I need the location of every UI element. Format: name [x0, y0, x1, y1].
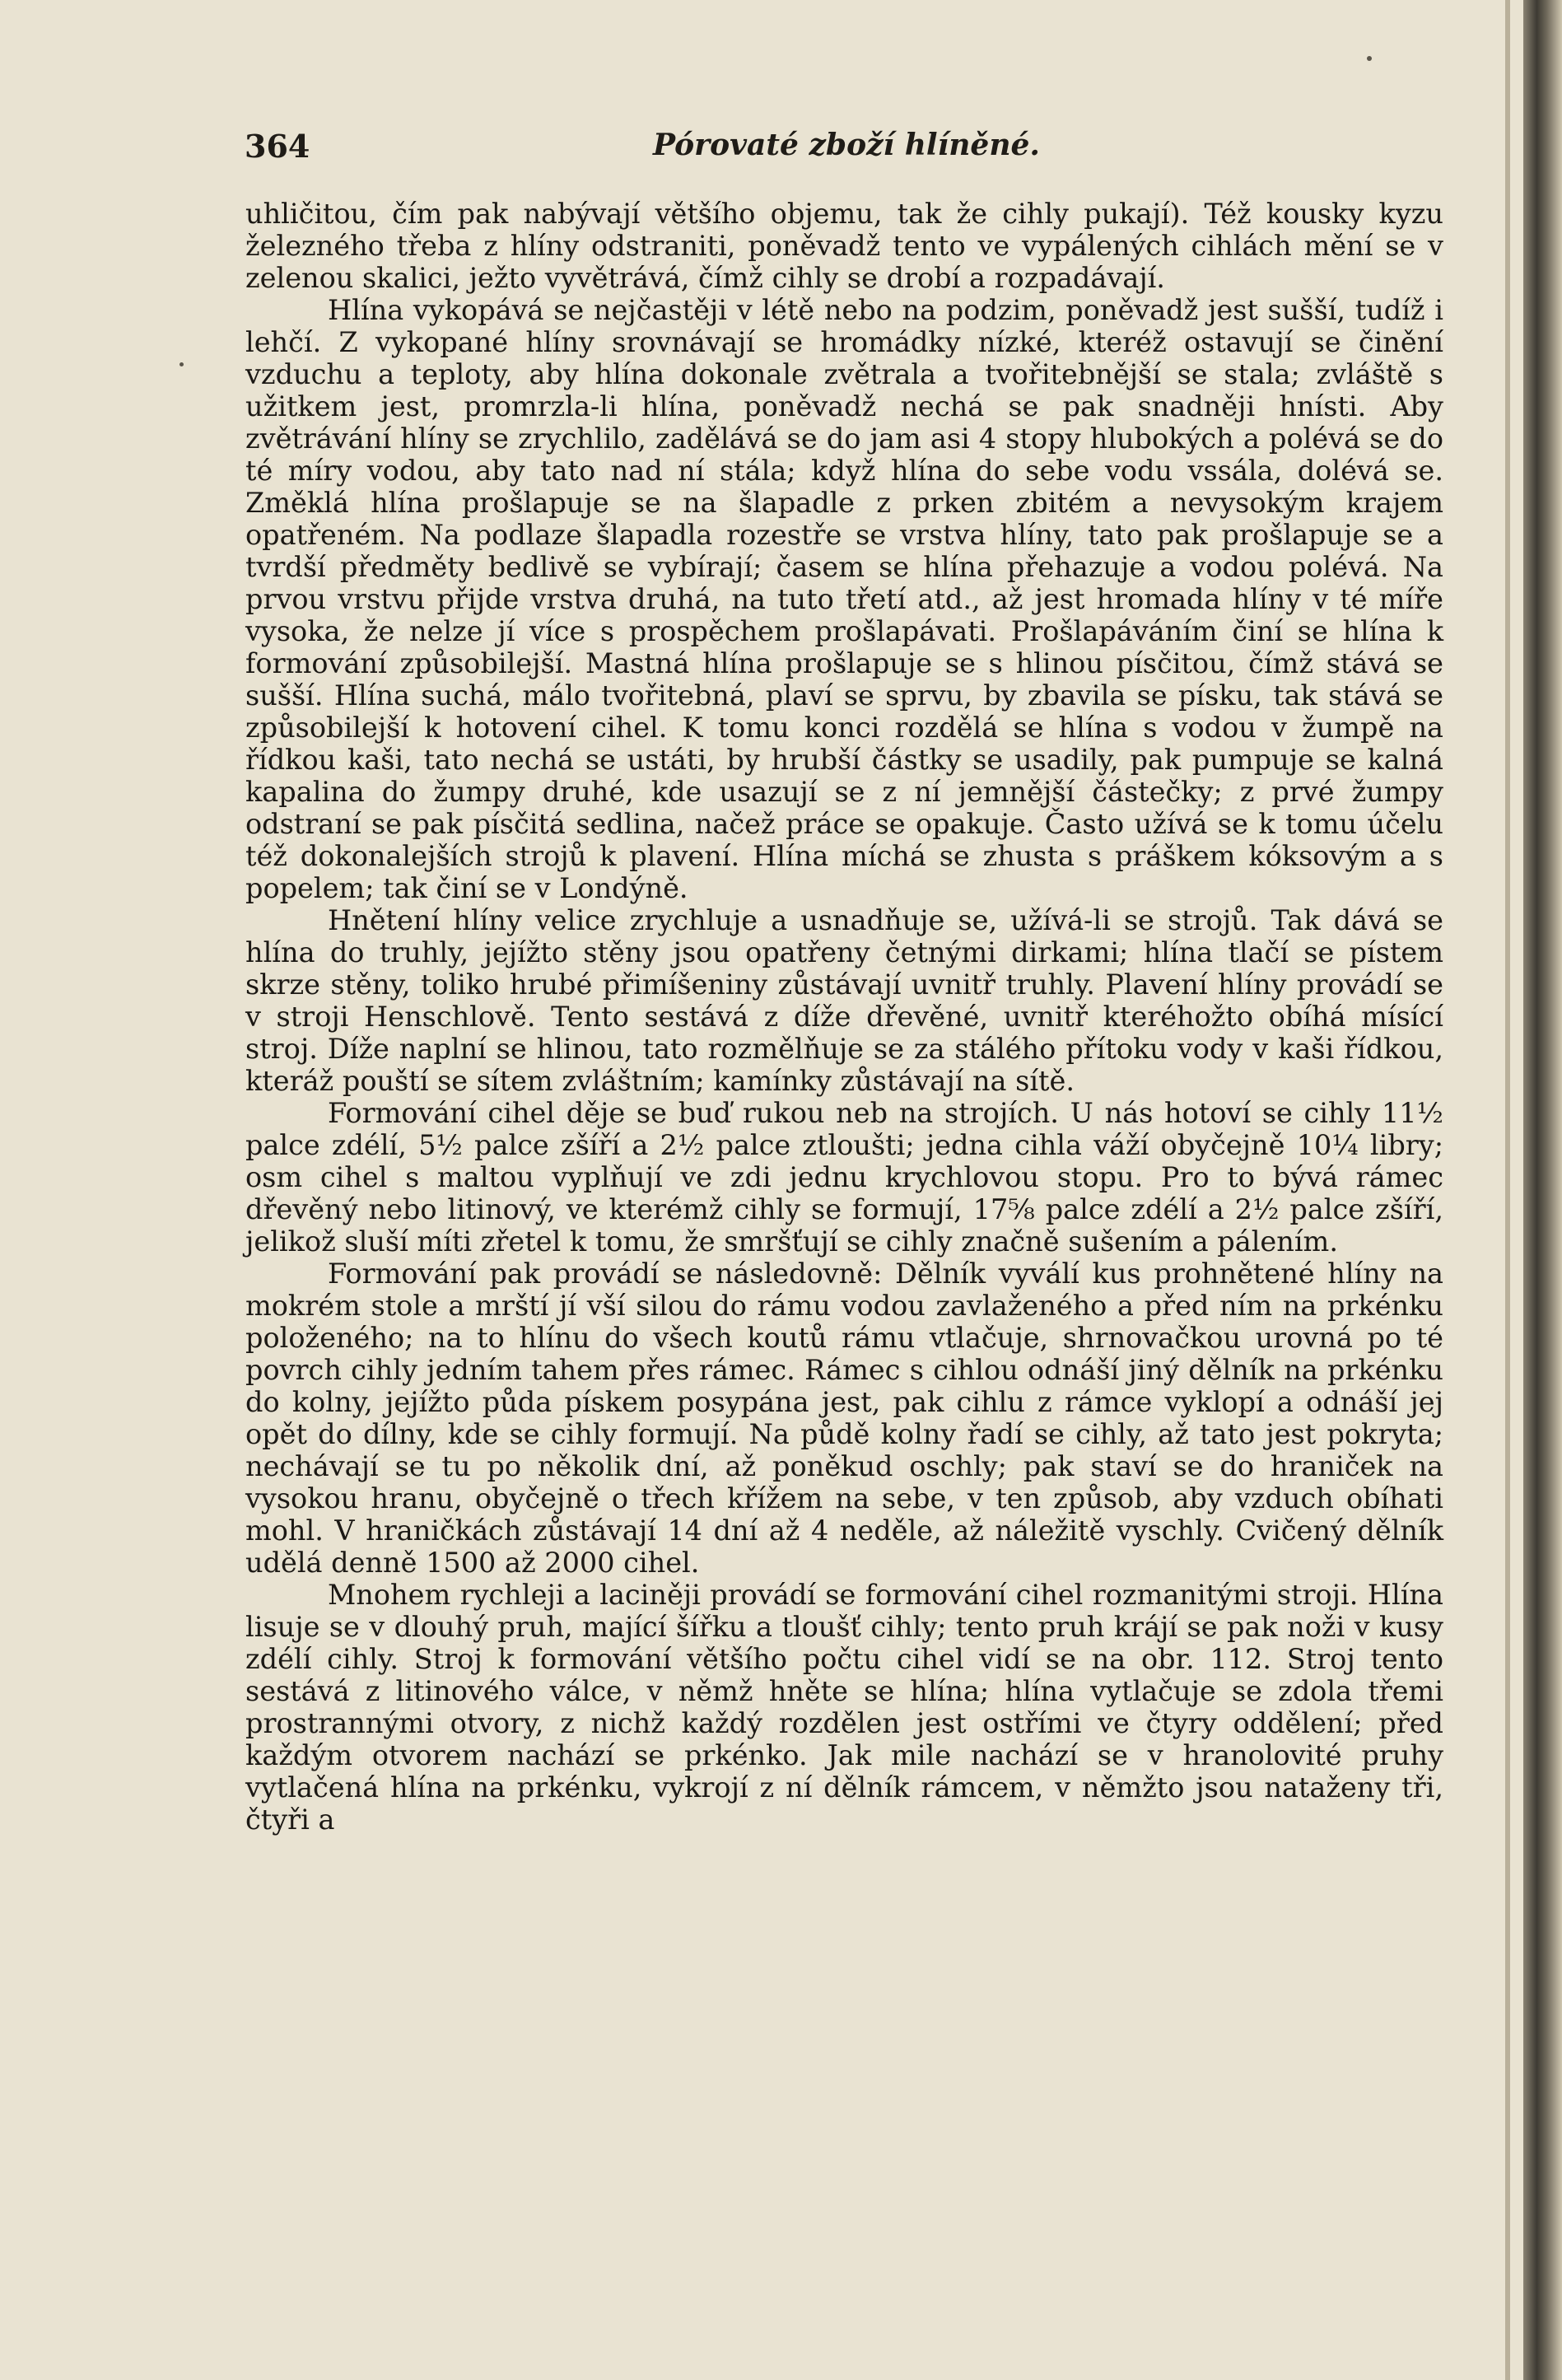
- page-number: 364: [245, 128, 310, 165]
- page-header: [245, 128, 1448, 169]
- paragraph: Hlína vykopává se nejčastěji v létě nebo na podzim, poněvadž jest sušší, tudíž i lehčí. Z vykopané hlíny srovnávají se hromádky nízké, kteréž ostavují se činění vzduchu a teploty, aby hlína dokonale zvětrala a tvořitebnější se stala; zvláště s užitkem jest, promrzla-li hlína, poněvadž nechá se pak snadněji hnísti. Aby zvětrávání hlíny se zrychlilo, zadělává se do jam asi 4 stopy hlubokých a polévá se do té míry vodou, aby tato nad ní stála; když hlína do sebe vodu vssála, dolévá se. Změklá hlína prošlapuje se na šlapadle z prken zbitém a nevysokým krajem opatřeném. Na podlaze šlapadla rozestře se vrstva hlíny, tato pak prošlapuje se a tvrdší předměty bedlivě se vybírají; časem se hlína přehazuje a vodou polévá. Na prvou vrstvu přijde vrstva druhá, na tuto třetí atd., až jest hromada hlíny v té míře vysoka, že nelze jí více s prospěchem prošlapávati. Prošlapáváním činí se hlína k formování způsobilejší. Mastná hlína prošlapuje se s hlinou písčitou, čímž stává se sušší. Hlína suchá, málo tvořitebná, plaví se sprvu, by zbavila se písku, tak stává se způsobilejší k hotovení cihel. K tomu konci rozdělá se hlína s vodou v žumpě na řídkou kaši, tato nechá se ustáti, by hrubší částky se usadily, pak pumpuje se kalná kapalina do žumpy druhé, kde usazují se z ní jemnější částečky; z prvé žumpy odstraní se pak písčitá sedlina, načež práce se opakuje. Často užívá se k tomu účelu též dokonalejších strojů k plavení. Hlína míchá se zhusta s práškem kóksovým a s popelem; tak činí se v Londýně.: [245, 294, 1443, 904]
- paragraph: uhličitou, čím pak nabývají většího objemu, tak že cihly pukají). Též kousky kyzu železného třeba z hlíny odstraniti, poněvadž tento ve vypálených cihlách mění se v zelenou skalici, ježto vyvětrává, čímž cihly se drobí a rozpadávají.: [245, 198, 1443, 294]
- paragraph: Formování pak provádí se následovně: Dělník vyválí kus prohnětené hlíny na mokrém stole a mrští jí vší silou do rámu vodou zavlaženého a před ním na prkénku položeného; na to hlínu do všech koutů rámu vtlačuje, shrnovačkou urovná po té povrch cihly jedním tahem přes rámec. Rámec s cihlou odnáší jiný dělník na prkénku do kolny, jejížto půda pískem posypána jest, pak cihlu z rámce vyklopí a odnáší jej opět do dílny, kde se cihly formují. Na půdě kolny řadí se cihly, až tato jest pokryta; nechávají se tu po několik dní, až poněkud oschly; pak staví se do hraniček na vysokou hranu, obyčejně o třech křížem na sebe, v ten způsob, aby vzduch obíhati mohl. V hraničkách zůstávají 14 dní až 4 neděle, až náležitě vyschly. Cvičený dělník udělá denně 1500 až 2000 cihel.: [245, 1258, 1443, 1579]
- paragraph: Hnětení hlíny velice zrychluje a usnadňuje se, užívá-li se strojů. Tak dává se hlína do truhly, jejížto stěny jsou opatřeny četnými dirkami; hlína tlačí se pístem skrze stěny, toliko hrubé přimíšeniny zůstávají uvnitř truhly. Plavení hlíny provádí se v stroji Henschlově. Tento sestává z díže dřevěné, uvnitř kteréhožto obíhá mísící stroj. Díže naplní se hlinou, tato rozmělňuje se za stálého přítoku vody v kaši řídkou, kteráž pouští se sítem zvláštním; kamínky zůstávají na sítě.: [245, 904, 1443, 1097]
- running-title: Pórovaté zboží hlíněné.: [653, 128, 1040, 162]
- paragraph: Mnohem rychleji a laciněji provádí se formování cihel rozmanitými stroji. Hlína lisuje se v dlouhý pruh, mající šířku a tloušť cihly; tento pruh krájí se pak noži v kusy zdélí cihly. Stroj k formování většího počtu cihel vidí se na obr. 112. Stroj tento sestává z litinového válce, v němž hněte se hlína; hlína vytlačuje se zdola třemi prostrannými otvory, z nichž každý rozdělen jest ostřími ve čtyry oddělení; před každým otvorem nachází se prkénko. Jak mile nachází se v hranolovité pruhy vytlačená hlína na prkénku, vykrojí z ní dělník rámcem, v němžto jsou nataženy tři, čtyři a: [245, 1579, 1443, 1836]
- page-edge: [1505, 0, 1510, 2380]
- paper-speck: [1367, 56, 1372, 61]
- body-text: [245, 198, 1443, 1836]
- book-gutter: [1523, 0, 1562, 2380]
- paragraph: Formování cihel děje se buď rukou neb na strojích. U nás hotoví se cihly 11½ palce zdélí, 5½ palce zšíří a 2½ palce ztloušti; jedna cihla váží obyčejně 10¼ libry; osm cihel s maltou vyplňují ve zdi jednu krychlovou stopu. Pro to bývá rámec dřevěný nebo litinový, ve kterémž cihly se formují, 17⅝ palce zdélí a 2½ palce zšíří, jelikož sluší míti zřetel k tomu, že smršťují se cihly značně sušením a pálením.: [245, 1097, 1443, 1258]
- paper-speck: [180, 362, 184, 366]
